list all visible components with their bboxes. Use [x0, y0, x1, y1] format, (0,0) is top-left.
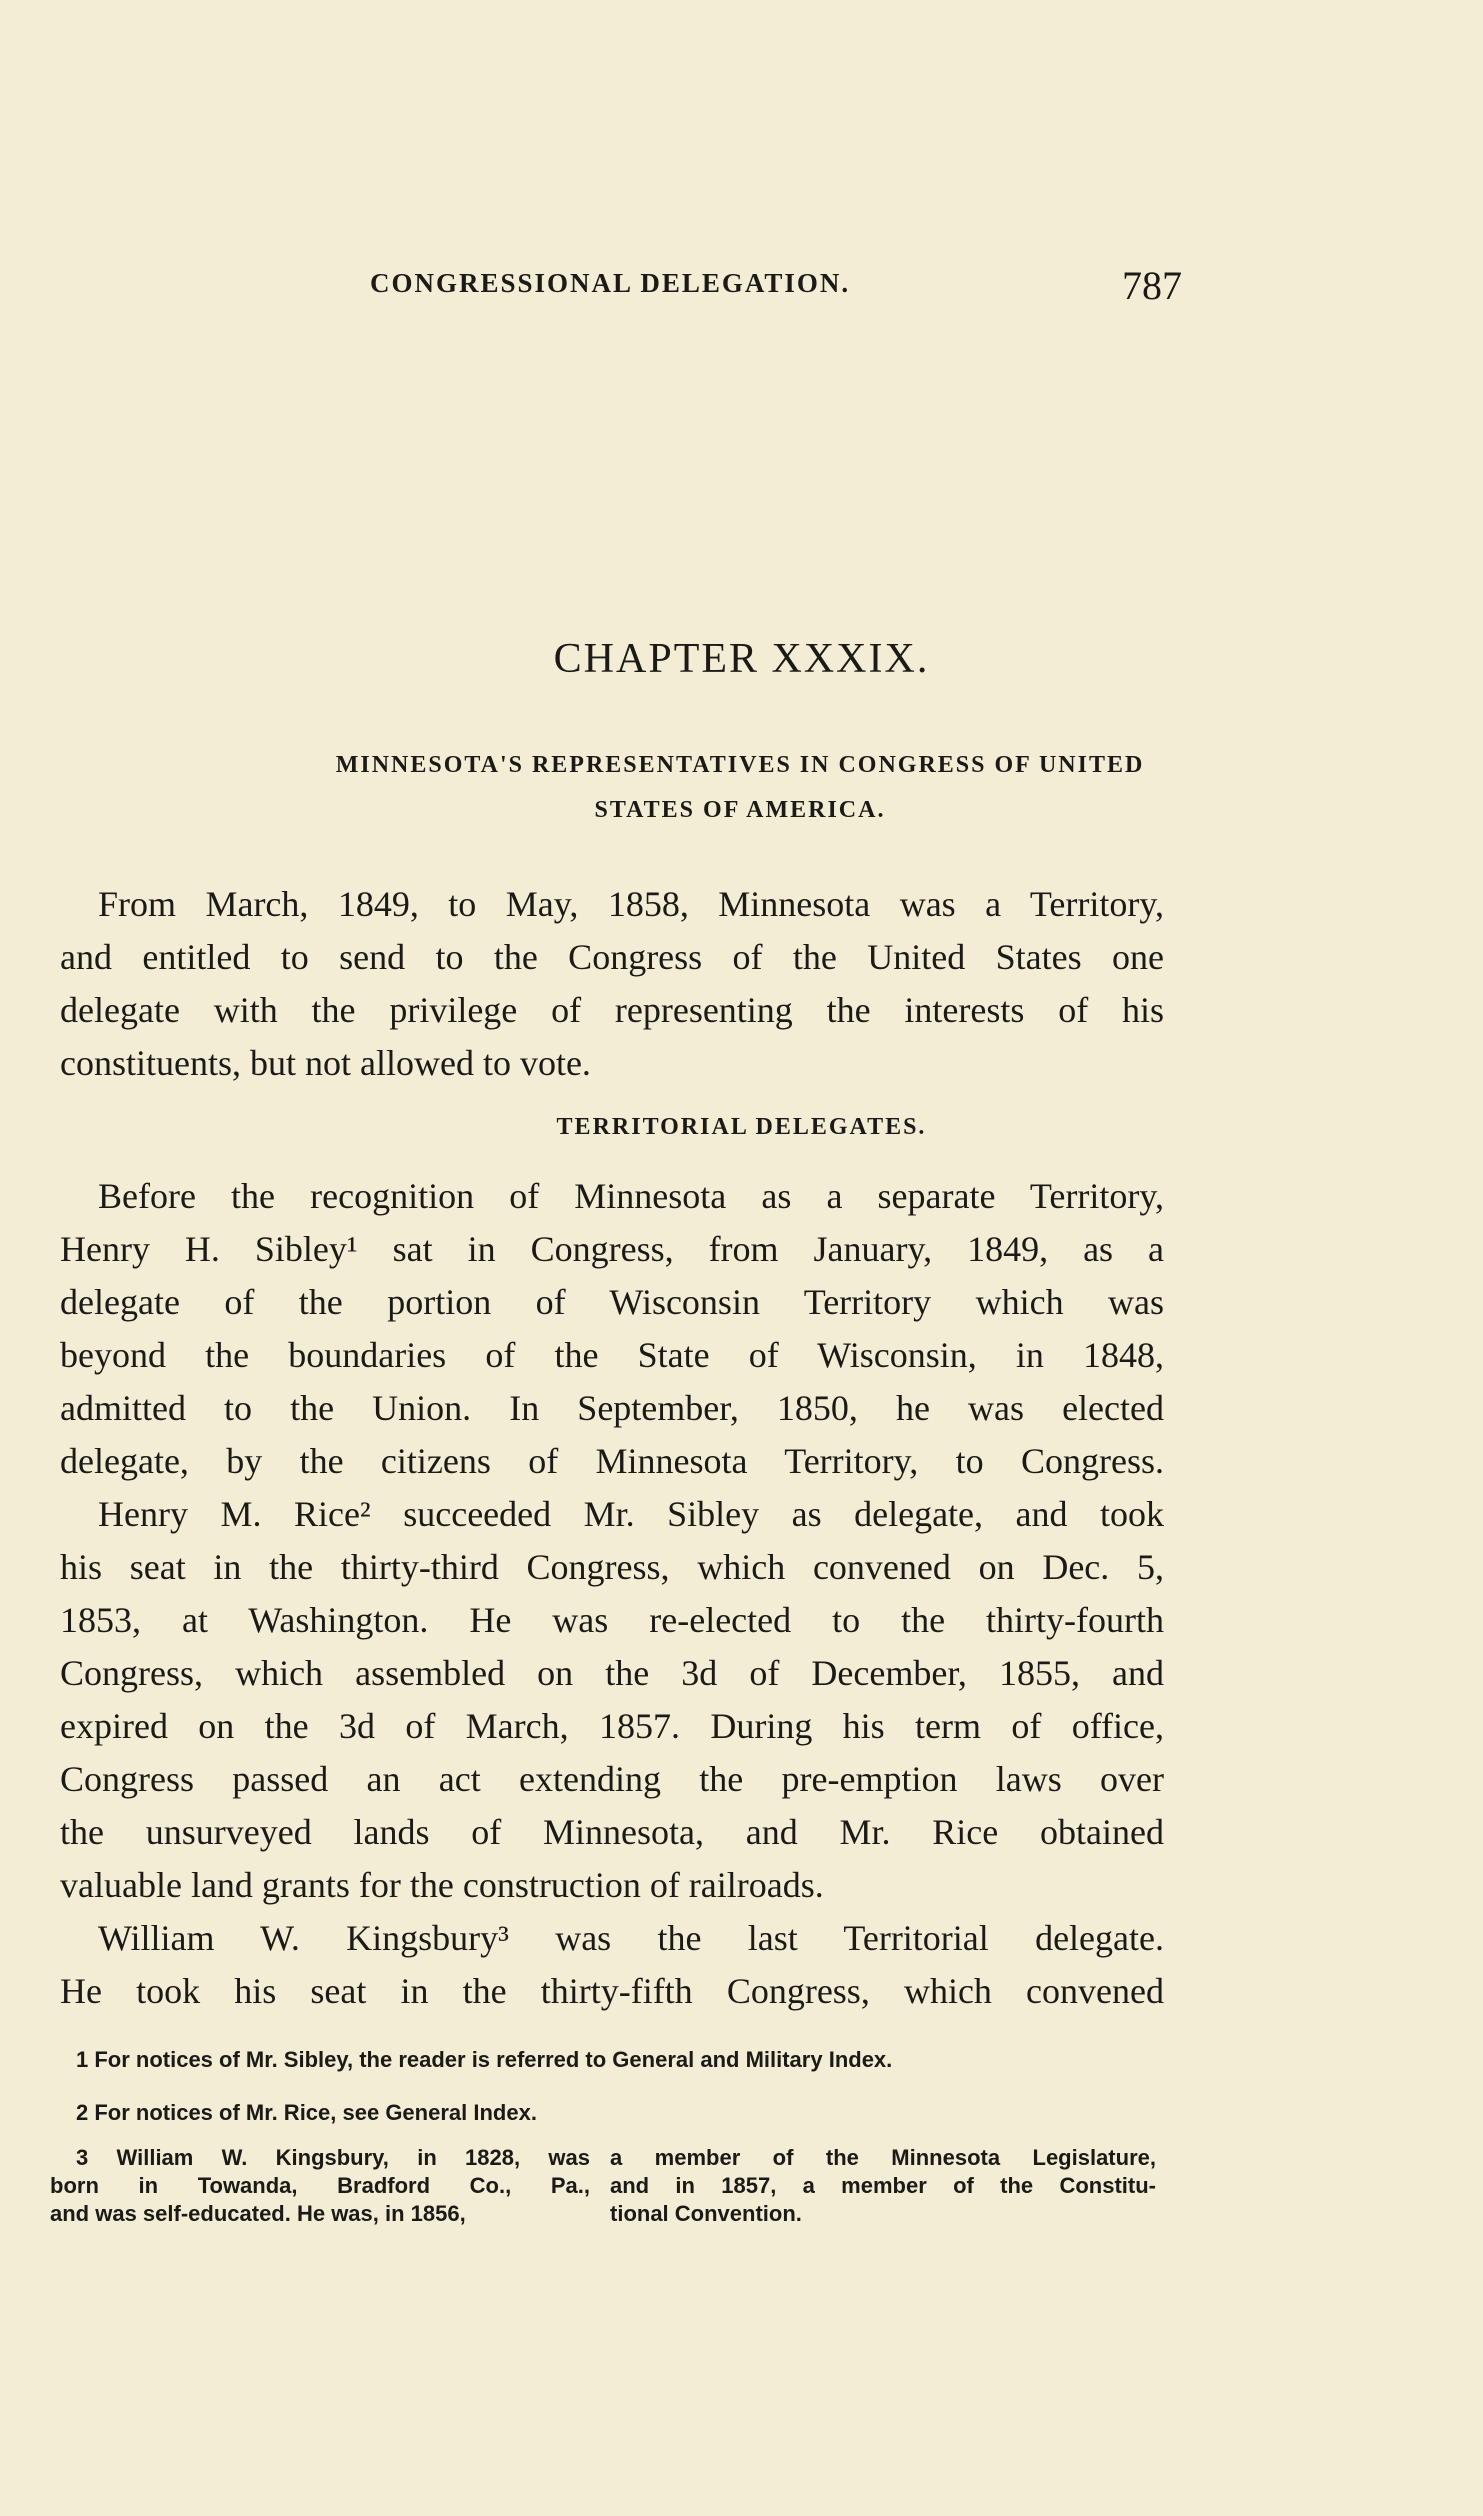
body-line: expired on the 3d of March, 1857. During his term of office,	[60, 1706, 1164, 1746]
footnote-3-line: a member of the Minnesota Legislature,	[610, 2145, 1156, 2170]
footnote-2: 2 For notices of Mr. Rice, see General Index.	[76, 2100, 537, 2125]
body-line: his seat in the thirty-third Congress, which convened on Dec. 5,	[60, 1547, 1164, 1587]
running-title: CONGRESSIONAL DELEGATION.	[370, 268, 851, 298]
chapter-subtitle-line-1: MINNESOTA'S REPRESENTATIVES IN CONGRESS OF UNITED	[335, 752, 1145, 778]
body-line: Henry M. Rice² succeeded Mr. Sibley as delegate, and took	[98, 1494, 1164, 1534]
intro-line: and entitled to send to the Congress of the United States one	[60, 937, 1164, 977]
footnote-3-right-column	[610, 2144, 1156, 2228]
body-line: beyond the boundaries of the State of Wisconsin, in 1848,	[60, 1335, 1164, 1375]
body-line: delegate, by the citizens of Minnesota Territory, to Congress.	[60, 1441, 1164, 1481]
body-line: William W. Kingsbury³ was the last Territorial delegate.	[98, 1918, 1164, 1958]
body-line: Henry H. Sibley¹ sat in Congress, from January, 1849, as a	[60, 1229, 1164, 1269]
chapter-subtitle-line-2: STATES OF AMERICA.	[594, 797, 886, 823]
body-line: Congress, which assembled on the 3d of December, 1855, and	[60, 1653, 1164, 1693]
footnote-1: 1 For notices of Mr. Sibley, the reader is referred to General and Military Index.	[76, 2047, 893, 2072]
footnote-3-line: 3 William W. Kingsbury, in 1828, was	[76, 2145, 590, 2170]
section-heading: TERRITORIAL DELEGATES.	[556, 1114, 927, 1140]
footnote-3-line: and in 1857, a member of the Constitu-	[610, 2173, 1156, 2198]
chapter-title: CHAPTER XXXIX.	[553, 636, 930, 682]
running-head	[370, 262, 1190, 312]
body-line: delegate of the portion of Wisconsin Territory which was	[60, 1282, 1164, 1322]
body-line: Before the recognition of Minnesota as a separate Territory,	[98, 1176, 1164, 1216]
intro-line: delegate with the privilege of representing the interests of his	[60, 990, 1164, 1030]
footnote-3-line: born in Towanda, Bradford Co., Pa.,	[50, 2173, 590, 2198]
body-line: Congress passed an act extending the pre-emption laws over	[60, 1759, 1164, 1799]
body-line: the unsurveyed lands of Minnesota, and Mr. Rice obtained	[60, 1812, 1164, 1852]
body-line: valuable land grants for the construction of railroads.	[60, 1865, 824, 1905]
footnote-3-line: tional Convention.	[610, 2201, 802, 2226]
footnote-3-left-column	[50, 2144, 590, 2228]
body-line: admitted to the Union. In September, 1850, he was elected	[60, 1388, 1164, 1428]
intro-line: From March, 1849, to May, 1858, Minnesota was a Territory,	[98, 884, 1164, 924]
body-line: 1853, at Washington. He was re-elected to the thirty-fourth	[60, 1600, 1164, 1640]
intro-line: constituents, but not allowed to vote.	[60, 1043, 591, 1083]
footnote-3-line: and was self-educated. He was, in 1856,	[50, 2201, 466, 2226]
page-number: 787	[1122, 263, 1182, 308]
body-line: He took his seat in the thirty-fifth Congress, which convened	[60, 1971, 1164, 2011]
